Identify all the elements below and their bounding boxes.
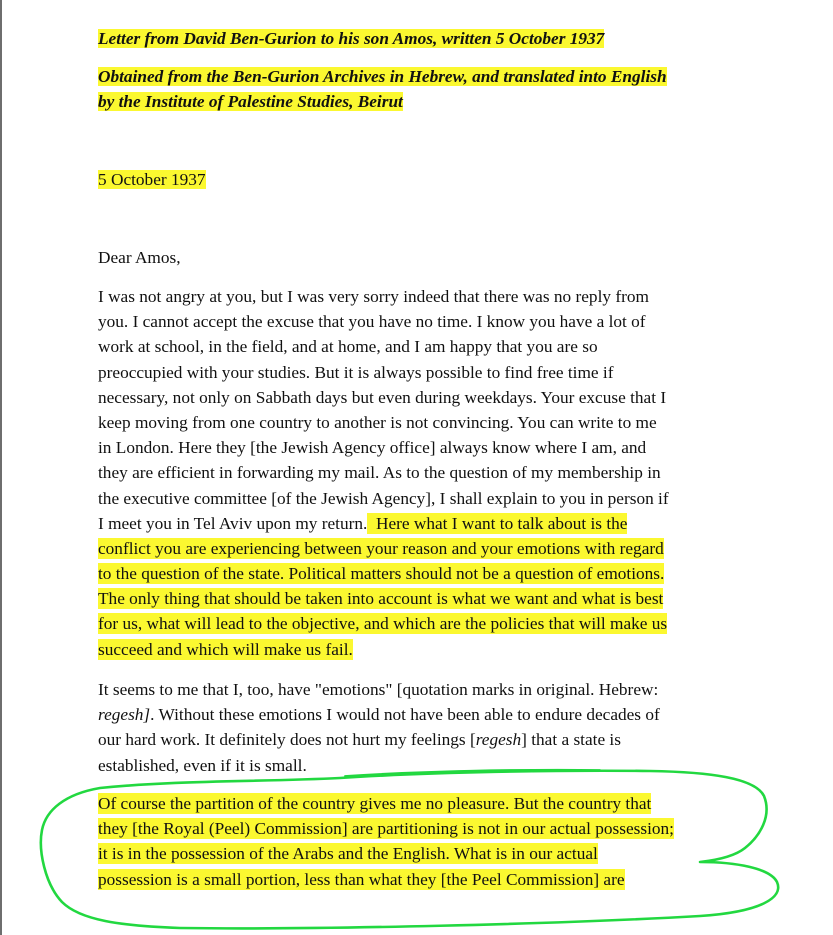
paragraph-line: in London. Here they [the Jewish Agency office] always know where I am, and <box>98 438 647 458</box>
page-left-edge <box>0 0 2 935</box>
paragraph-line: I meet you in Tel Aviv upon my return. Here what I want to talk about is the <box>98 513 628 533</box>
paragraph-3 <box>98 791 818 892</box>
source-note-line-1: Obtained from the Ben-Gurion Archives in Hebrew, and translated into English <box>98 67 667 86</box>
highlighted-line: succeed and which will make us fail. <box>98 639 353 659</box>
paragraph-line: you. I cannot accept the excuse that you have no time. I know you have a lot of <box>98 312 646 332</box>
paragraph-line: It seems to me that I, too, have "emotions" [quotation marks in original. Hebrew: <box>98 680 659 699</box>
salutation: Dear Amos, <box>98 248 181 267</box>
paragraph-2 <box>98 677 818 778</box>
paragraph-line: preoccupied with your studies. But it is always possible to find free time if <box>98 362 614 382</box>
highlighted-line: The only thing that should be taken into account is what we want and what is best <box>98 589 664 609</box>
paragraph-line: keep moving from one country to another is not convincing. You can write to me <box>98 412 657 432</box>
letter-title: Letter from David Ben-Gurion to his son Amos, written 5 October 1937 <box>98 29 605 48</box>
highlighted-line: possession is a small portion, less than what they [the Peel Commission] are <box>98 869 625 889</box>
paragraph-line: necessary, not only on Sabbath days but even during weekdays. Your excuse that I <box>98 387 667 407</box>
highlighted-line: it is in the possession of the Arabs and the English. What is in our actual <box>98 844 598 864</box>
letter-date: 5 October 1937 <box>98 170 206 189</box>
paragraph-line: they are efficient in forwarding my mail. As to the question of my membership in <box>98 463 661 483</box>
paragraph-line: work at school, in the field, and at home, and I am happy that you are so <box>98 337 598 357</box>
paragraph-line: our hard work. It definitely does not hurt my feelings [regesh] that a state is <box>98 730 621 750</box>
highlighted-line: for us, what will lead to the objective, and which are the policies that will make us <box>98 614 668 634</box>
paragraph-line: established, even if it is small. <box>98 755 307 775</box>
highlighted-text: Here what I want to talk about is the <box>367 513 628 533</box>
highlighted-line: they [the Royal (Peel) Commission] are partitioning is not in our actual possession; <box>98 819 674 839</box>
highlighted-line: to the question of the state. Political matters should not be a question of emotions. <box>98 564 665 584</box>
highlighted-line: Of course the partition of the country gives me no pleasure. But the country that <box>98 794 652 813</box>
paragraph-line: regesh]. Without these emotions I would not have been able to endure decades of <box>98 705 660 725</box>
highlighted-line: conflict you are experiencing between your reason and your emotions with regard <box>98 538 664 558</box>
paragraph-line: the executive committee [of the Jewish Agency], I shall explain to you in person if <box>98 488 669 508</box>
paragraph-line: I was not angry at you, but I was very sorry indeed that there was no reply from <box>98 287 649 306</box>
paragraph-1 <box>98 284 818 662</box>
source-note-line-2: by the Institute of Palestine Studies, Beirut <box>98 92 403 111</box>
